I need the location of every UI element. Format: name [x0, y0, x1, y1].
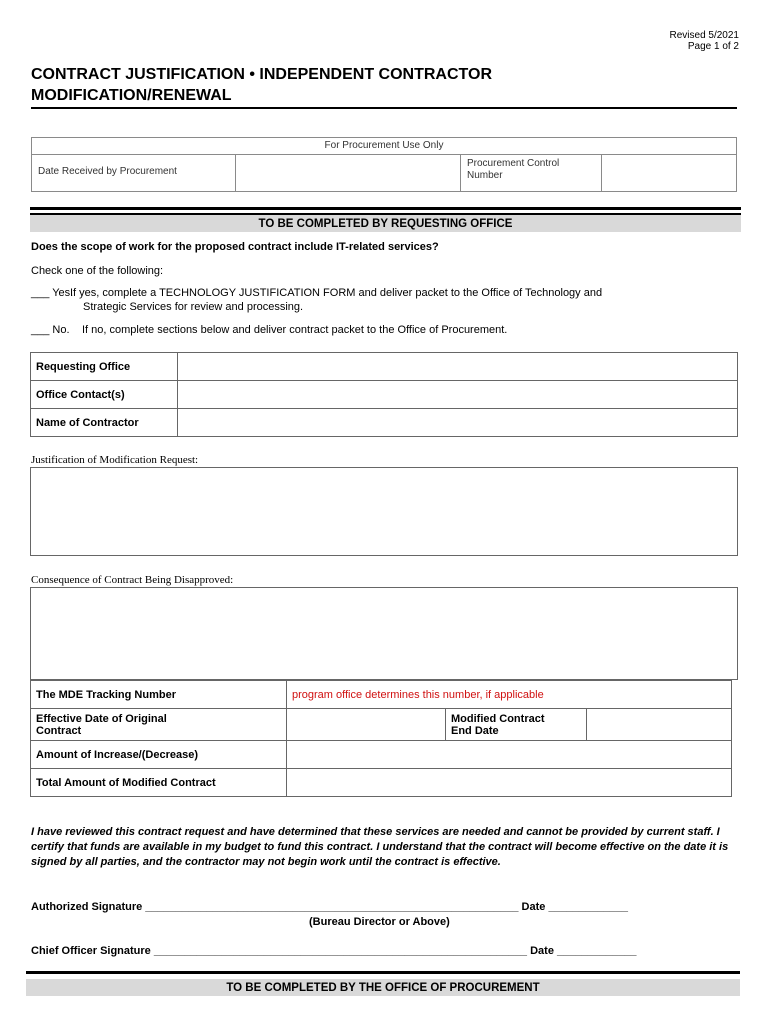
- no-option[interactable]: [31, 323, 70, 337]
- table-row: [31, 709, 732, 741]
- check-prompt: Check one of the following:: [31, 265, 164, 277]
- mde-tracking-field[interactable]: [287, 681, 732, 709]
- requesting-office-field[interactable]: [178, 353, 738, 381]
- amount-change-field[interactable]: [287, 741, 732, 769]
- authorized-signature-row: [31, 901, 628, 913]
- certification-statement: I have reviewed this contract request and have determined that these services are needed and cannot be provided by current staff. I certify that funds are available in my budget to fund this contract. I understand that the contract will become effective on the date it is signed by all parties, and the contractor may not begin work until the contract is effective.: [31, 826, 729, 868]
- requesting-office-label: Requesting Office: [31, 353, 178, 381]
- modified-end-label-line1: Modified Contract: [451, 712, 545, 725]
- chief-signature-field[interactable]: _____________________________________________________________: [153, 945, 528, 957]
- title-divider: [31, 107, 737, 109]
- chief-signature-row: [31, 945, 637, 957]
- table-row: [31, 381, 738, 409]
- date-received-field[interactable]: [236, 154, 461, 192]
- yes-option[interactable]: [31, 286, 73, 300]
- no-checkbox-line[interactable]: ___: [31, 324, 50, 336]
- contractor-name-field[interactable]: [178, 409, 738, 437]
- contractor-info-table: [30, 352, 738, 437]
- section-rule-top: [30, 207, 741, 210]
- authorized-signature-note: (Bureau Director or Above): [309, 916, 450, 928]
- office-contacts-label: Office Contact(s): [31, 381, 178, 409]
- table-row: [31, 353, 738, 381]
- yes-instructions: [70, 286, 602, 314]
- table-row: [31, 741, 732, 769]
- effective-date-label-line2: Contract: [36, 724, 82, 737]
- consequence-textarea[interactable]: [30, 587, 738, 680]
- revision-date: Revised 5/2021: [669, 30, 739, 41]
- control-number-field[interactable]: [602, 154, 736, 192]
- chief-date-label: Date: [530, 945, 554, 957]
- mde-tracking-label: The MDE Tracking Number: [31, 681, 287, 709]
- justification-textarea[interactable]: [30, 467, 738, 556]
- table-row: [31, 769, 732, 797]
- chief-signature-label: Chief Officer Signature: [31, 945, 151, 957]
- modified-end-date-label: [446, 709, 587, 741]
- mde-tracking-note: program office determines this number, if applicable: [292, 688, 544, 701]
- procurement-box: [31, 137, 737, 192]
- it-services-question: Does the scope of work for the proposed contract include IT-related services?: [31, 241, 439, 253]
- procurement-box-heading: For Procurement Use Only: [32, 138, 736, 155]
- yes-text-line2: Strategic Services for review and processing.: [83, 301, 304, 313]
- authorized-date-field[interactable]: _____________: [548, 901, 628, 913]
- authorized-signature-label: Authorized Signature: [31, 901, 143, 913]
- chief-date-field[interactable]: _____________: [557, 945, 637, 957]
- authorized-signature-field[interactable]: _____________________________________________________________: [145, 901, 519, 913]
- yes-text-line1: If yes, complete a TECHNOLOGY JUSTIFICATION FORM and deliver packet to the Office of Technology and: [70, 287, 603, 299]
- yes-checkbox-line[interactable]: ___: [31, 287, 50, 299]
- contractor-name-label: Name of Contractor: [31, 409, 178, 437]
- procurement-section-rule: [26, 971, 740, 974]
- form-title-line2: MODIFICATION/RENEWAL: [31, 87, 232, 104]
- table-row: [31, 681, 732, 709]
- effective-date-label-line1: Effective Date of Original: [36, 712, 167, 725]
- modified-end-label-line2: End Date: [451, 724, 499, 737]
- page-number: Page 1 of 2: [687, 41, 739, 52]
- effective-date-field[interactable]: [287, 709, 446, 741]
- table-row: [31, 409, 738, 437]
- control-number-label: Procurement Control Number: [461, 154, 602, 192]
- effective-date-label: [31, 709, 287, 741]
- contract-details-table: [30, 680, 732, 797]
- consequence-label: Consequence of Contract Being Disapproved:: [31, 574, 234, 586]
- total-amount-label: Total Amount of Modified Contract: [31, 769, 287, 797]
- yes-label: Yes.: [52, 287, 74, 299]
- no-instructions: If no, complete sections below and deliver contract packet to the Office of Procurement.: [82, 324, 508, 336]
- no-label: No.: [52, 324, 70, 336]
- amount-change-label: Amount of Increase/(Decrease): [31, 741, 287, 769]
- date-received-label: Date Received by Procurement: [32, 154, 236, 192]
- procurement-section-heading: TO BE COMPLETED BY THE OFFICE OF PROCUREMENT: [26, 979, 740, 996]
- justification-label: Justification of Modification Request:: [31, 454, 199, 466]
- form-title: [31, 64, 741, 106]
- requesting-office-heading: TO BE COMPLETED BY REQUESTING OFFICE: [30, 215, 741, 232]
- office-contacts-field[interactable]: [178, 381, 738, 409]
- form-title-line1: CONTRACT JUSTIFICATION • INDEPENDENT CONTRACTOR: [31, 66, 493, 83]
- modified-end-date-field[interactable]: [587, 709, 732, 741]
- total-amount-field[interactable]: [287, 769, 732, 797]
- authorized-date-label: Date: [521, 901, 546, 913]
